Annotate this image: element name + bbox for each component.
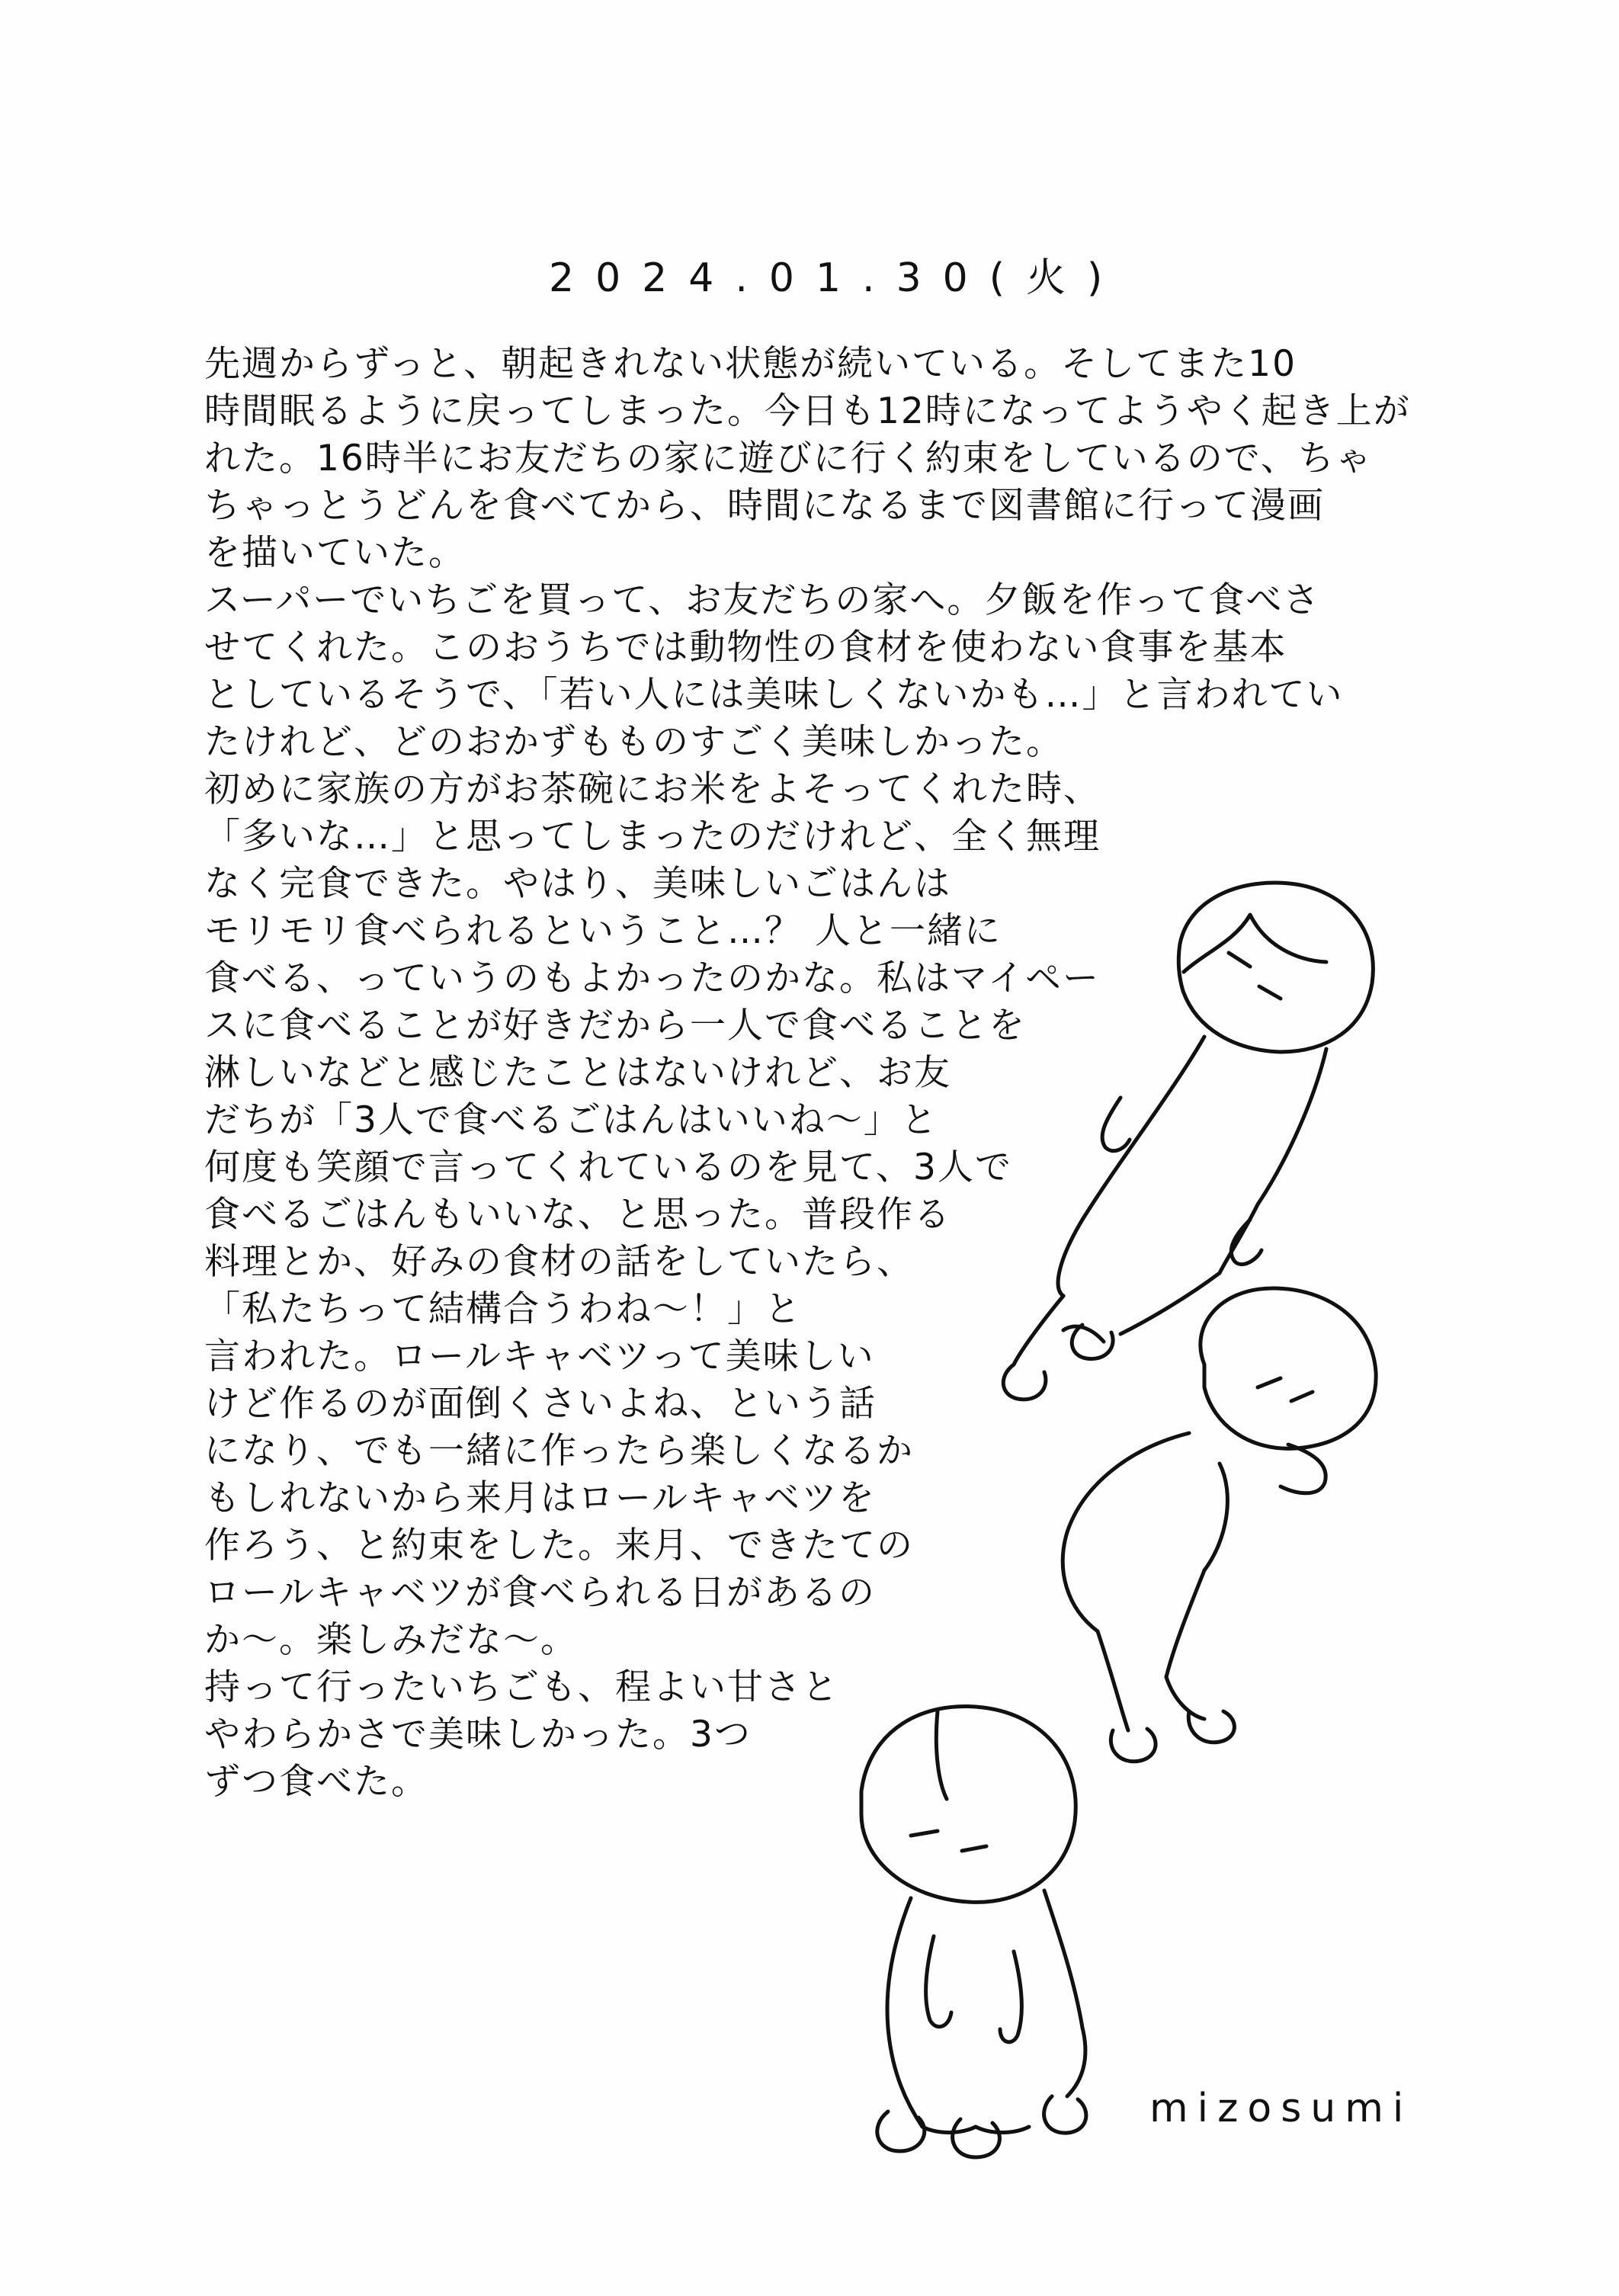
figure-bending xyxy=(1063,1288,1376,1762)
body-line: 食べるごはんもいいな、と思った。普段作る xyxy=(204,1194,951,1236)
body-line: 食べる、っていうのもよかったのかな。私はマイペー xyxy=(204,957,1101,999)
body-line: スに食べることが好きだから一人で食べることを xyxy=(204,1005,1026,1047)
figure-slumped xyxy=(861,1706,1086,2157)
body-line: ずつ食べた。 xyxy=(204,1761,428,1803)
body-line: になり、でも一緒に作ったら楽しくなるか xyxy=(204,1430,914,1472)
body-line: 先週からずっと、朝起きれない状態が続いている。そしてまた10 xyxy=(204,343,1297,385)
body-line: もしれないから来月はロールキャベツを xyxy=(204,1477,877,1519)
body-line: モリモリ食べられるということ…？ 人と一緒に xyxy=(204,910,1002,952)
body-line: としているそうで、「若い人には美味しくないかも…」と言われてい xyxy=(204,674,1344,716)
body-line: 料理とか、好みの食材の話をしていたら、 xyxy=(204,1241,914,1283)
body-line: けど作るのが面倒くさいよね、という話 xyxy=(204,1383,877,1425)
body-line: やわらかさで美味しかった。3つ xyxy=(204,1714,752,1756)
body-line: 「私たちって結構合うわね〜！」と xyxy=(204,1288,802,1330)
body-line: 何度も笑顔で言ってくれているのを見て、3人で xyxy=(204,1146,1012,1188)
body-line: せてくれた。このおうちでは動物性の食材を使わない食事を基本 xyxy=(204,627,1287,669)
body-line: ちゃっとうどんを食べてから、時間になるまで図書館に行って漫画 xyxy=(204,485,1325,527)
body-line: 持って行ったいちごも、程よい甘さと xyxy=(204,1666,839,1708)
body-line: を描いていた。 xyxy=(204,532,466,574)
artist-signature: mizosumi xyxy=(1149,2086,1413,2131)
body-line: スーパーでいちごを買って、お友だちの家へ。夕飯を作って食べさ xyxy=(204,579,1321,621)
body-line: だちが「3人で食べるごはんはいいね〜」と xyxy=(204,1099,938,1141)
body-line: 淋しいなどと感じたことはないけれど、お友 xyxy=(204,1052,951,1094)
figure-lying xyxy=(1003,883,1373,1400)
body-line: なく完食できた。やはり、美味しいごはんは xyxy=(204,863,951,905)
body-line: たけれど、どのおかずもものすごく美味しかった。 xyxy=(204,721,1063,763)
body-line: 作ろう、と約束をした。来月、できたての xyxy=(204,1525,914,1566)
body-line: 言われた。ロールキャベツって美味しい xyxy=(204,1336,875,1377)
body-line: か〜。楽しみだな〜。 xyxy=(204,1619,578,1661)
body-line: 時間眠るように戻ってしまった。今日も12時になってようやく起き上が xyxy=(204,390,1411,432)
body-line: ロールキャベツが食べられる日があるの xyxy=(204,1572,877,1614)
body-line: れた。16時半にお友だちの家に遊びに行く約束をしているので、ちゃ xyxy=(204,438,1373,479)
diary-date: 2024.01.30(火) xyxy=(549,255,1124,301)
body-line: 「多いな…」と思ってしまったのだけれど、全く無理 xyxy=(204,816,1101,858)
body-line: 初めに家族の方がお茶碗にお米をよそってくれた時、 xyxy=(204,768,1101,810)
